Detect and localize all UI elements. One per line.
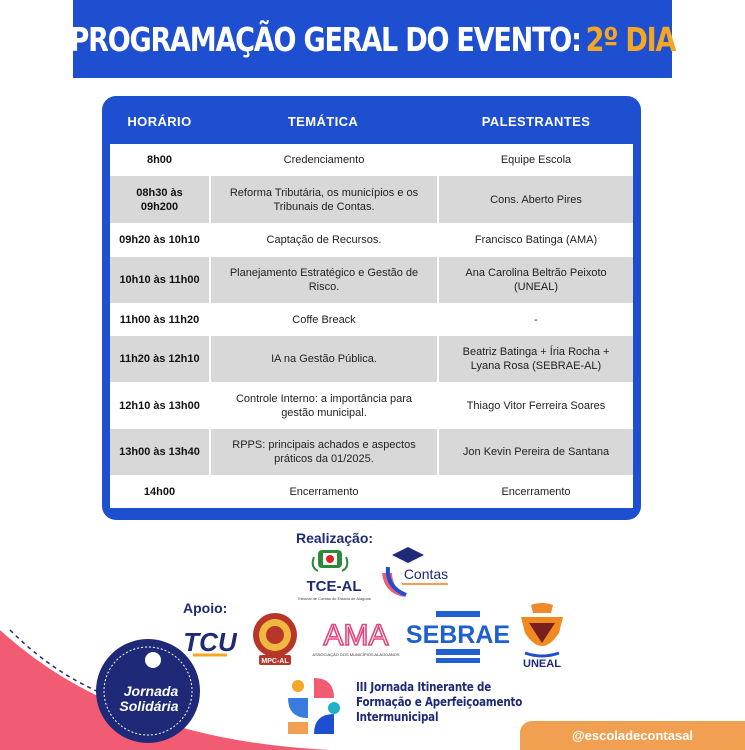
event-title-line-3: Intermunicipal (356, 710, 439, 724)
row-time: 13h00 às 13h40 (110, 429, 209, 475)
row-topic: Coffe Breack (209, 303, 437, 336)
page-title (70, 20, 676, 59)
svg-text:MPC-AL: MPC-AL (261, 658, 289, 665)
table-row (110, 382, 633, 429)
column-header-time: HORÁRIO (127, 114, 192, 129)
row-time: 09h20 às 10h10 (110, 223, 209, 257)
svg-text:Solidária: Solidária (119, 698, 179, 714)
title-day: 2º DIA (585, 19, 676, 59)
svg-text:TCE-AL: TCE-AL (306, 578, 362, 595)
event-logo-icon (288, 678, 344, 734)
table-row (110, 176, 633, 223)
row-speakers: Encerramento (437, 475, 633, 508)
jornada-solidaria-badge (93, 636, 203, 746)
table-row (110, 336, 633, 382)
table-row (110, 257, 633, 303)
svg-text:Jornada: Jornada (123, 683, 179, 699)
row-time: 11h00 às 11h20 (110, 303, 209, 336)
title-text: PROGRAMAÇÃO GERAL DO EVENTO: (69, 19, 581, 59)
tce-al-logo (296, 547, 372, 603)
row-speakers: - (437, 303, 633, 336)
row-time: 14h00 (110, 475, 209, 508)
table-row (110, 429, 633, 475)
schedule-table (102, 96, 641, 520)
row-time: 8h00 (110, 144, 209, 176)
row-topic: Credenciamento (209, 144, 437, 176)
row-topic: Reforma Tributária, os municípios e os Tribunais de Contas. (209, 176, 437, 223)
svg-text:SEBRAE: SEBRAE (406, 621, 510, 649)
table-row (110, 303, 633, 336)
row-topic: Captação de Recursos. (209, 223, 437, 257)
svg-text:TCU: TCU (183, 627, 237, 657)
row-topic: Controle Interno: a importância para gestão municipal. (209, 382, 437, 429)
row-speakers: Cons. Aberto Pires (437, 176, 633, 223)
table-header (102, 96, 641, 144)
uneal-logo (515, 603, 569, 669)
table-row (110, 475, 633, 508)
table-body (110, 144, 633, 508)
realizacao-label: Realização: (296, 530, 374, 546)
row-topic: Encerramento (209, 475, 437, 508)
event-title-text (356, 680, 549, 725)
row-time: 11h20 às 12h10 (110, 336, 209, 382)
svg-text:UNEAL: UNEAL (523, 658, 561, 669)
row-speakers: Thiago Vitor Ferreira Soares (437, 382, 633, 429)
event-title-line-1: III Jornada Itinerante de (356, 680, 492, 694)
escola-contas-logo (378, 543, 454, 603)
row-time: 12h10 às 13h00 (110, 382, 209, 429)
column-header-speakers: PALESTRANTES (481, 114, 591, 129)
table-row (110, 144, 633, 176)
row-speakers: Ana Carolina Beltrão Peixoto (UNEAL) (437, 257, 633, 303)
apoio-label: Apoio: (183, 600, 228, 616)
header-banner (69, 0, 676, 78)
column-header-topic: TEMÁTICA (287, 114, 359, 129)
event-title-line-2: Formação e Aperfeiçoamento (356, 695, 523, 709)
svg-text:ASSOCIAÇÃO DOS MUNICÍPIOS ALAG: ASSOCIAÇÃO DOS MUNICÍPIOS ALAGOANOS (312, 652, 400, 657)
row-topic: Planejamento Estratégico e Gestão de Risco. (209, 257, 437, 303)
row-topic: IA na Gestão Pública. (209, 336, 437, 382)
svg-text:AMA: AMA (323, 619, 389, 652)
row-speakers: Beatriz Batinga + Íria Rocha + Lyana Rosa (SEBRAE-AL) (437, 336, 633, 382)
row-speakers: Equipe Escola (437, 144, 633, 176)
row-time: 10h10 às 11h00 (110, 257, 209, 303)
row-speakers: Francisco Batinga (AMA) (437, 223, 633, 257)
ama-logo (312, 615, 400, 659)
table-row (110, 223, 633, 257)
sebrae-logo (406, 609, 510, 665)
row-speakers: Jon Kevin Pereira de Santana (437, 429, 633, 475)
svg-text:Tribunal de Contas do Estado d: Tribunal de Contas do Estado de Alagoas (297, 596, 371, 601)
svg-text:Contas: Contas (403, 566, 449, 582)
row-time: 08h30 às 09h200 (110, 176, 209, 223)
row-topic: RPPS: principais achados e aspectos práticos da 01/2025. (209, 429, 437, 475)
instagram-handle[interactable]: @escoladecontasal (520, 721, 745, 750)
mpc-al-logo (250, 611, 300, 667)
